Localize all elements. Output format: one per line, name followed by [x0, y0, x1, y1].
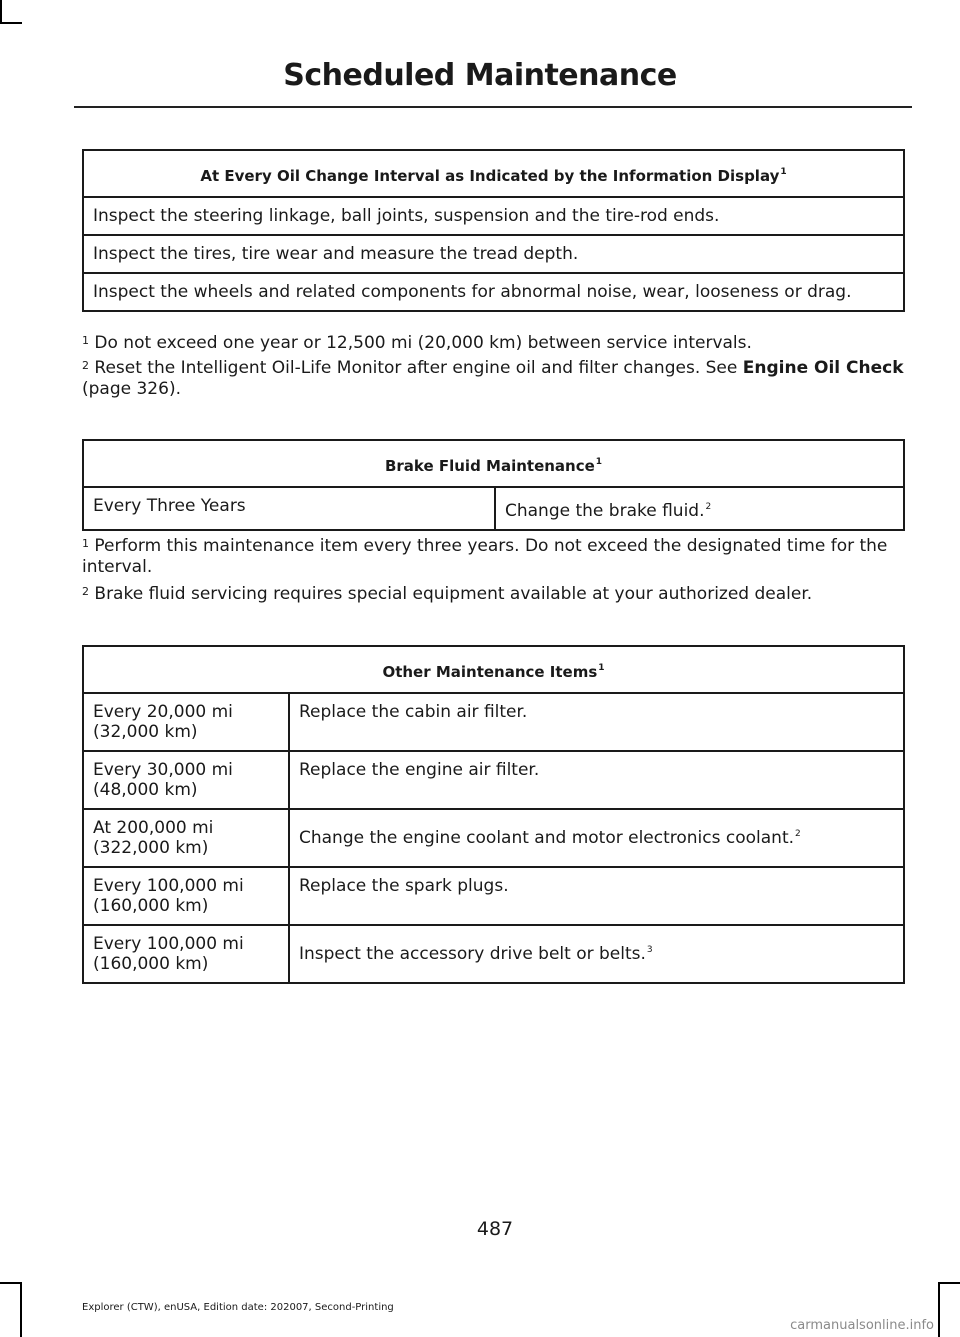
footnote-ref: 2 [705, 502, 712, 512]
interval-cell: Every 30,000 mi (48,000 km) [83, 751, 289, 809]
footnote-text: Do not exceed one year or 12,500 mi (20,000 km) between service intervals. [94, 333, 752, 353]
table-cell: Inspect the wheels and related components for abnormal noise, wear, looseness or drag. [83, 273, 904, 311]
crop-mark-bottom-left-v [20, 1282, 22, 1337]
page-title: Scheduled Maintenance [283, 58, 677, 93]
header-divider [74, 106, 912, 108]
crop-mark-top-left-h [0, 22, 22, 24]
action-text: Inspect the accessory drive belt or belts. [299, 944, 646, 964]
table-title-text: Brake Fluid Maintenance [384, 457, 595, 475]
table-row [83, 235, 904, 273]
footnote-text: Brake fluid servicing requires special equipment available at your authorized dealer. [94, 584, 813, 604]
table-row [83, 867, 904, 925]
watermark: carmanualsonline.info [790, 1318, 934, 1333]
table-title [83, 150, 904, 197]
action-text: Change the engine coolant and motor electronics coolant. [299, 828, 795, 848]
table-cell: Inspect the tires, tire wear and measure the tread depth. [83, 235, 904, 273]
crop-mark-bottom-left [0, 1282, 22, 1284]
interval-cell: Every 100,000 mi (160,000 km) [83, 867, 289, 925]
table-title [83, 646, 904, 693]
footnote-ref: 3 [646, 945, 653, 955]
table-title [83, 440, 904, 487]
footnote-ref: 1 [780, 167, 787, 177]
brake-footnote-2 [82, 584, 908, 605]
action-cell [289, 925, 904, 983]
page-number: 487 [476, 1218, 514, 1240]
crop-mark-top-left [0, 0, 2, 22]
table-row [83, 487, 904, 530]
table-row [83, 693, 904, 751]
interval-cell: Every 100,000 mi (160,000 km) [83, 925, 289, 983]
table-title-text: At Every Oil Change Interval as Indicated by the Information Display [200, 167, 780, 185]
page-reference: (page 326). [82, 379, 181, 399]
action-text: Replace the engine air filter. [299, 760, 540, 780]
edition-footer: Explorer (CTW), enUSA, Edition date: 202007, Second-Printing [82, 1302, 394, 1313]
footnote-text: Perform this maintenance item every three years. Do not exceed the designated time for the interval. [82, 536, 888, 577]
footnote-number: 1 [82, 334, 89, 347]
brake-fluid-table [82, 439, 905, 531]
table-row [83, 273, 904, 311]
table-header-row [83, 150, 904, 197]
action-text: Replace the cabin air filter. [299, 702, 528, 722]
footnote-ref: 1 [595, 457, 603, 467]
oil-footnote-2 [82, 358, 908, 400]
table-row [83, 751, 904, 809]
interval-cell: Every 20,000 mi (32,000 km) [83, 693, 289, 751]
table-row [83, 809, 904, 867]
table-row [83, 925, 904, 983]
table-header-row [83, 440, 904, 487]
table-header-row [83, 646, 904, 693]
action-cell [289, 693, 904, 751]
engine-oil-check-link[interactable]: Engine Oil Check [742, 358, 904, 378]
oil-footnote-1 [82, 333, 908, 354]
footnote-ref: 2 [795, 829, 801, 839]
crop-mark-bottom-right [938, 1282, 960, 1284]
footnote-number: 1 [82, 537, 89, 550]
oil-change-table [82, 149, 905, 312]
footnote-text: Reset the Intelligent Oil-Life Monitor after engine oil and filter changes. See [94, 358, 743, 378]
action-cell [289, 751, 904, 809]
action-cell [495, 487, 904, 530]
footnote-number: 2 [82, 359, 89, 372]
table-title-text: Other Maintenance Items [382, 663, 598, 681]
action-cell [289, 867, 904, 925]
table-cell: Inspect the steering linkage, ball joints, suspension and the tire-rod ends. [83, 197, 904, 235]
action-text: Change the brake fluid. [505, 501, 705, 521]
crop-mark-bottom-right-v [938, 1282, 940, 1337]
table-row [83, 197, 904, 235]
action-cell [289, 809, 904, 867]
action-text: Replace the spark plugs. [299, 876, 509, 896]
footnote-number: 2 [82, 585, 89, 598]
interval-cell: Every Three Years [83, 487, 495, 530]
interval-cell: At 200,000 mi (322,000 km) [83, 809, 289, 867]
brake-footnote-1 [82, 536, 908, 578]
other-maintenance-table [82, 645, 905, 984]
footnote-ref: 1 [598, 663, 605, 673]
